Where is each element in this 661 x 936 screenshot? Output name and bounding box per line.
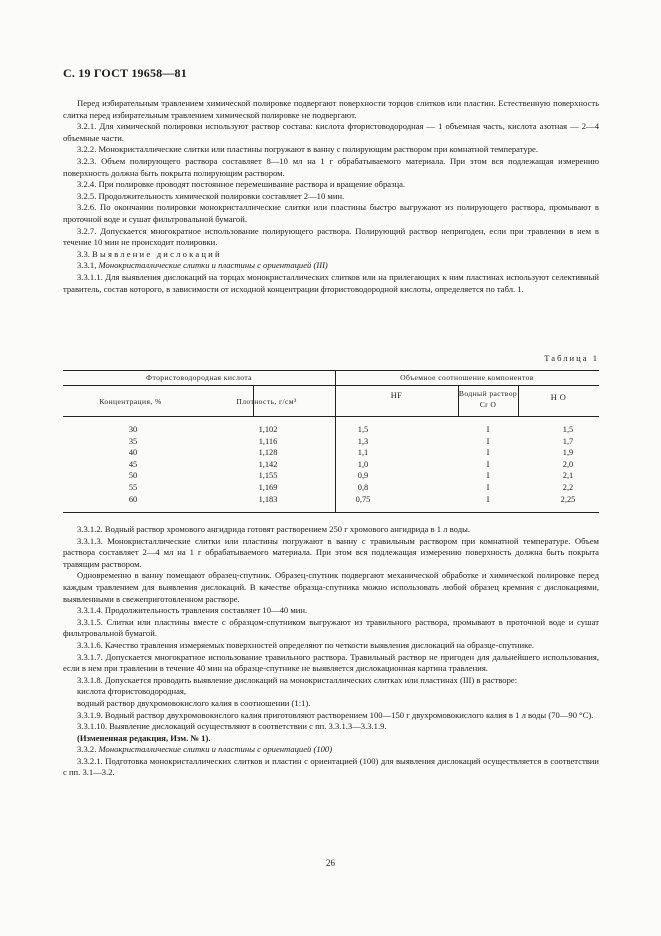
column-h2o xyxy=(548,424,588,505)
table-cell: 1,155 xyxy=(258,471,278,481)
section-title: Выявление дислокаций xyxy=(92,248,222,259)
paragraph: 3.3.1.3. Монокристаллические слитки или пластины погружают в ванну с травильным раствором при комнатной температуре. Объем раствора составляет 2—4 мл на 1 г обрабатываемого материала. При этом вся подлежащая измерению поверхность должна быть покрыта травящим раствором. xyxy=(63,535,599,569)
table-cell: 1,183 xyxy=(258,494,278,504)
paragraph: 3.3.1.9. Водный раствор двухромовокислого калия приготовляют растворением 100—150 г двухромовокислого калия в 1 л воды (70—90 °С). xyxy=(77,709,594,720)
table-cell: I xyxy=(486,425,490,434)
table-cell: 2,1 xyxy=(562,471,574,481)
paragraph: 3.3.1.10. Выявление дислокаций осуществляют в соответствии с пп. 3.3.1.3—3.3.1.9. xyxy=(77,721,387,732)
header-water-solution: Водный раствор xyxy=(458,389,518,398)
section-title: Монокристаллические слитки и пластины с ориентацией (100) xyxy=(98,744,333,755)
paragraph: 3.3.1.7. Допускается многократное использование травильного раствора. Травильный раствор не пригоден для дальнейшего использования, если в нем при травлении в течение 40 мин на образце-спутнике не выявляется дислокационная картина травления. xyxy=(63,651,599,674)
table-cell: 1,5 xyxy=(562,425,574,434)
table-cell: 2,0 xyxy=(562,459,574,469)
table-caption: Таблица 1 xyxy=(544,353,599,363)
table-cell: 1,128 xyxy=(258,448,278,458)
section-heading-3-3-2 xyxy=(63,744,599,756)
section-number: 3.3.2. xyxy=(77,744,97,755)
table-cell: I xyxy=(486,494,490,504)
paragraph: 3.3.1.4. Продолжительность травления составляет 10—40 мин. xyxy=(77,605,308,616)
amendment-note: (Измененная редакция, Изм. № 1). xyxy=(77,732,211,743)
table-cell: 1,0 xyxy=(357,459,369,469)
table-rule xyxy=(63,416,599,417)
table-cell: 1,3 xyxy=(357,436,369,446)
column-cro3 xyxy=(468,424,508,505)
solution-line: водный раствор двухромовокислого калия в соотношении (1:1). xyxy=(77,697,311,708)
page-number: 26 xyxy=(326,858,335,868)
section-heading-3-3 xyxy=(63,249,599,261)
paragraph: 3.3.1.8. Допускается проводить выявление дислокаций на монокристаллических слитках или пластинах (III) в растворе: xyxy=(77,674,518,685)
table-cell: 2,2 xyxy=(562,482,574,492)
paragraph: 3.2.3. Объем полирующего раствора составляет 8—10 мл на 1 г обрабатываемого материала. При этом вся подлежащая измерению поверхность должна быть покрыта полирующим раствором. xyxy=(63,155,599,178)
paragraph: 3.3.1.2. Водный раствор хромового ангидрида готовят растворением 250 г хромового ангидрида в 1 л воды. xyxy=(77,524,470,534)
table-cell: I xyxy=(486,459,490,469)
table-cell: 1,142 xyxy=(258,459,278,469)
table-cell: 1,5 xyxy=(357,425,369,434)
paragraph: 3.2.4. При полировке проводят постоянное перемешивание раствора и вращение образца. xyxy=(77,179,406,190)
paragraph: 3.2.7. Допускается многократное использование полирующего раствора. Полирующий раствор непригоден, если при травлении в нем в течение 10 мин не происходит полировки. xyxy=(63,225,599,248)
header-cro3: Cr O xyxy=(479,400,497,409)
table-cell: 45 xyxy=(128,459,138,469)
section-title: Монокристаллические слитки и пластины с ориентацией (III) xyxy=(98,260,328,271)
table-cell: I xyxy=(486,471,490,481)
table-cell: 30 xyxy=(128,425,138,434)
paragraph: Перед избирательным травлением химической полировке подвергают поверхности торцов слитков или пластин. Естественную поверхность слитка перед избирательным травлением химической полировке не подвергают. xyxy=(63,98,599,120)
paragraph: 3.3.2.1. Подготовка монокристаллических слитков и пластин с ориентацией (100) для выявления дислокаций осуществляется в соответствии с пп. 3.1—3.2. xyxy=(63,755,599,778)
column-concentration xyxy=(103,424,163,505)
table-cell: 35 xyxy=(128,436,138,446)
header-hf: HF xyxy=(390,391,403,400)
paragraph: 3.3.1.1. Для выявления дислокаций на торцах монокристаллических слитков или на прилегающих к ним пластинах используют селективный травитель, состав которого, в зависимости от исходной концентрации фтористоводородной кислоты, определяется по табл. 1. xyxy=(63,271,599,294)
table-rule xyxy=(63,370,599,371)
table-cell: 2,25 xyxy=(560,494,576,504)
column-hf xyxy=(338,424,388,505)
table-cell: I xyxy=(486,448,490,458)
paragraph: 3.2.6. По окончании полировки монокристаллические слитки или пластины быстро выгружают из полирующего раствора, промывают в проточной воде и сушат фильтровальной бумагой. xyxy=(63,202,599,224)
column-density xyxy=(238,424,298,505)
table-cell: 60 xyxy=(128,494,138,504)
table-cell: I xyxy=(486,482,490,492)
body-upper xyxy=(63,98,599,295)
paragraph: 3.3.1.5. Слитки или пластины вместе с образцом-спутником выгружают из травильного раствора, промывают в проточной воде и сушат фильтровальной бумагой. xyxy=(63,616,599,639)
table-cell: 0,8 xyxy=(357,482,369,492)
table-cell: 1,7 xyxy=(562,436,574,446)
table-cell: 1,1 xyxy=(357,448,369,458)
section-number: 3.3. xyxy=(77,248,90,259)
header-density: Плотность, г/см³ xyxy=(236,397,297,406)
paragraph: 3.3.1.6. Качество травления измеряемых поверхностей определяют по четкости выявления дислокаций на образце-спутнике. xyxy=(77,639,535,650)
table-cell: 50 xyxy=(128,471,138,481)
paragraph: 3.2.5. Продолжительность химической полировки составляет 2—10 мин. xyxy=(77,190,345,201)
solution-line: кислота фтористоводородная, xyxy=(77,686,186,697)
table-cell: 55 xyxy=(128,482,138,492)
header-h2o: H O xyxy=(550,393,567,402)
table-cell: 1,116 xyxy=(258,436,278,446)
body-lower xyxy=(63,524,599,779)
table-cell: 1,9 xyxy=(562,448,574,458)
header-concentration: Концентрация, % xyxy=(99,397,162,406)
paragraph: Одновременно в ванну помещают образец-спутник. Образец-спутник подвергают механической обработке и химической полировке перед каждым травлением для выявления дислокаций. В качестве образца-спутника можно использовать любой образец кремния с дислокациями, выявленными в свежеприготовленном растворе. xyxy=(63,570,599,604)
header-volume-ratio: Объемное соотношение компонентов xyxy=(400,373,534,382)
table-cell: 40 xyxy=(128,448,138,458)
paragraph: 3.2.1. Для химической полировки используют раствор состава: кислота фтористоводородная — 1 объемная часть, кислота азотная — 2—4 объемные части. xyxy=(63,121,599,143)
page-header: С. 19 ГОСТ 19658—81 xyxy=(63,66,187,80)
table-cell: 1,102 xyxy=(258,425,278,434)
table-cell: 0,9 xyxy=(357,471,369,481)
paragraph: 3.2.2. Монокристаллические слитки или пластины погружают в ванну с полирующим раствором при комнатной температуре. xyxy=(77,144,538,155)
section-heading-3-3-1 xyxy=(63,260,599,272)
table-cell: I xyxy=(486,436,490,446)
section-number: 3.3.1, xyxy=(77,260,97,271)
table-cell: 1,169 xyxy=(258,482,278,492)
table-rule xyxy=(63,512,599,513)
table-cell: 0,75 xyxy=(355,494,371,504)
header-hf-acid: Фтористоводородная кислота xyxy=(146,373,252,382)
